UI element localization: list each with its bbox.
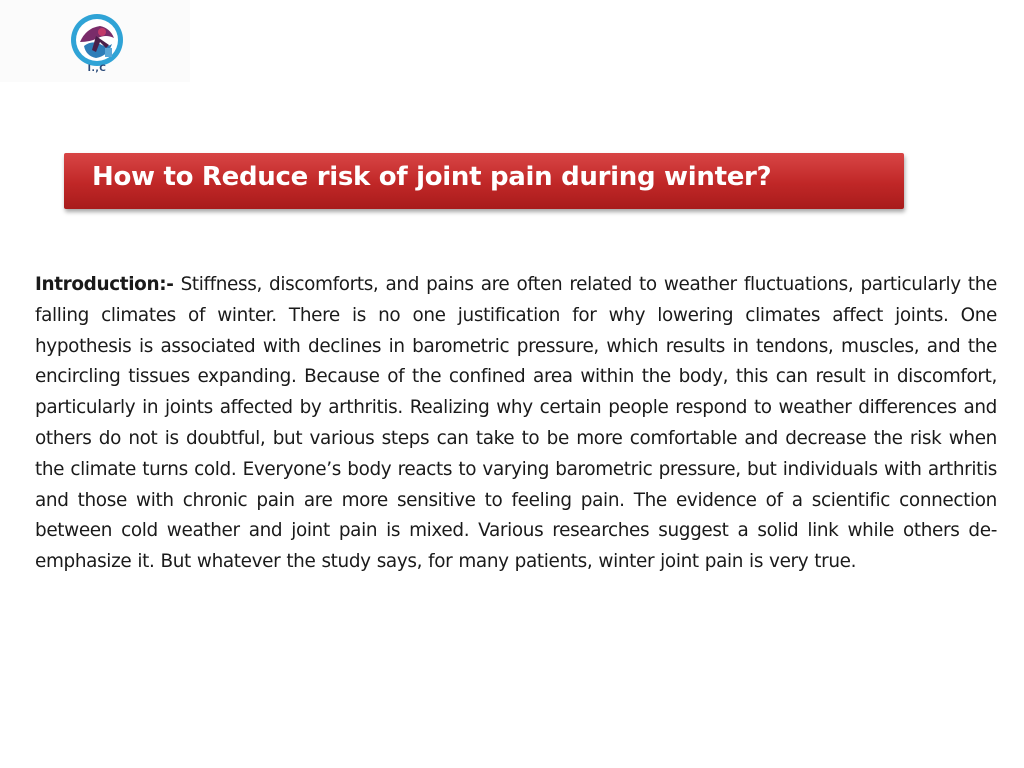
logo-area	[0, 0, 190, 82]
logo-caption: I.,C	[87, 64, 107, 74]
intro-label: Introduction:-	[35, 274, 174, 295]
intro-text: Stiffness, discomforts, and pains are often related to weather fluctuations, particularly the falling climates of winter. There is no one justification for why lowering climates affect joints. One hypothesis is associated with declines in barometric pressure, which results in tendons, muscles, and the encircling tissues expanding. Because of the confined area within the body, this can result in discomfort, particularly in joints affected by arthritis. Realizing why certain people respond to weather differences and others do not is doubtful, but various steps can take to be more comfortable and decrease the risk when the climate turns cold. Everyone’s body reacts to varying barometric pressure, but individuals with arthritis and those with chronic pain are more sensitive to feeling pain. The evidence of a scientific connection between cold weather and joint pain is mixed. Various researches suggest a solid link while others de-emphasize it. But whatever the study says, for many patients, winter joint pain is very true.	[35, 274, 997, 573]
intro-paragraph	[35, 270, 997, 578]
title-banner	[64, 153, 904, 209]
page-title: How to Reduce risk of joint pain during winter?	[92, 162, 772, 192]
